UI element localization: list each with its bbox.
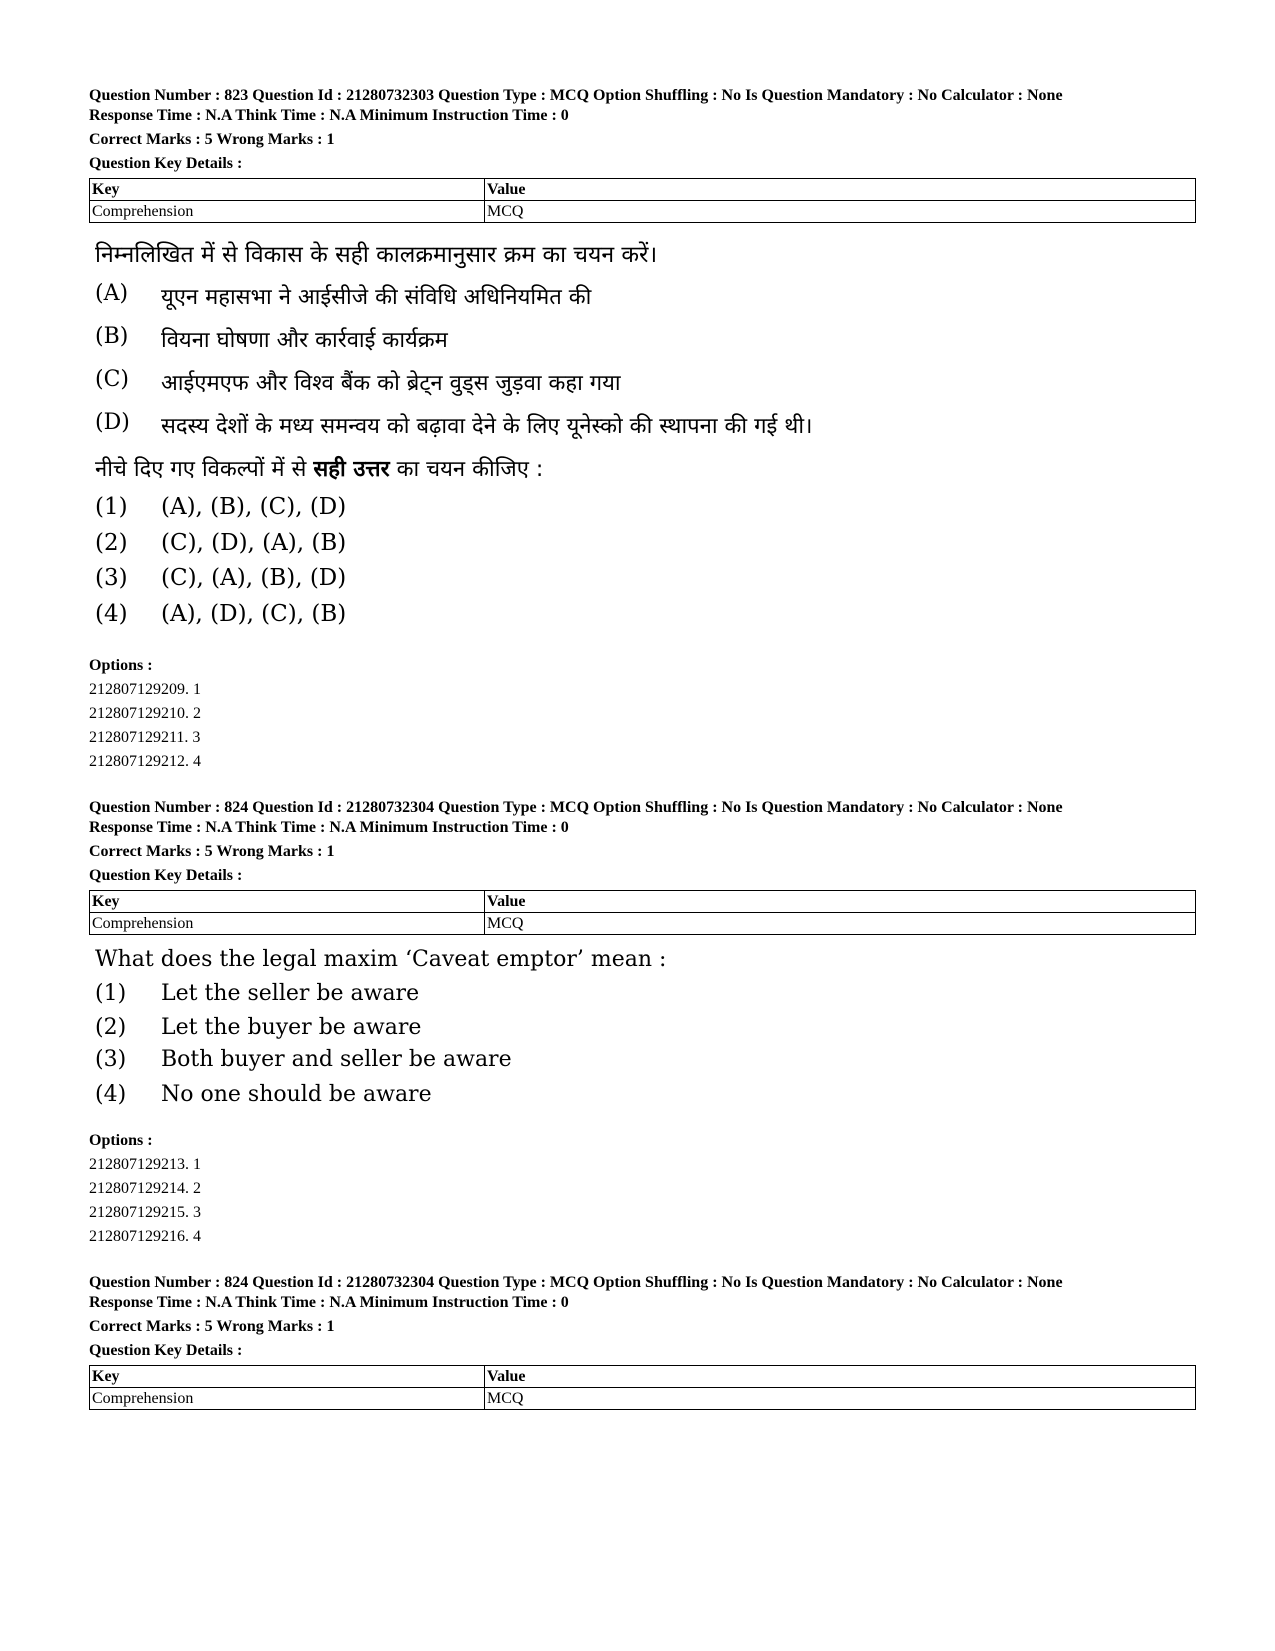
question-marks: Correct Marks : 5 Wrong Marks : 1	[89, 1318, 335, 1335]
statement-label: (A)	[95, 281, 129, 306]
question-timing-line: Response Time : N.A Think Time : N.A Minimum Instruction Time : 0	[89, 819, 569, 836]
table-row	[90, 1388, 1196, 1410]
choice-text: Let the buyer be aware	[161, 1015, 422, 1040]
list-item: 212807129215. 3	[89, 1204, 201, 1221]
instruction-text-end: का चयन कीजिए :	[389, 457, 544, 482]
choice-label: (2)	[95, 530, 128, 556]
choice-text: (A), (B), (C), (D)	[161, 494, 347, 520]
choice-text: Both buyer and seller be aware	[161, 1047, 512, 1072]
statement-label: (B)	[95, 324, 129, 349]
list-item: 212807129213. 1	[89, 1156, 201, 1173]
choice-text: No one should be aware	[161, 1082, 432, 1107]
choice-label: (1)	[95, 494, 128, 520]
table-header-value: Value	[485, 179, 1196, 201]
question-key-details-label: Question Key Details :	[89, 155, 243, 172]
list-item: 212807129212. 4	[89, 753, 201, 770]
table-header-key: Key	[90, 891, 485, 913]
question-824-options	[89, 1131, 1196, 1249]
choice-label: (3)	[95, 565, 128, 591]
question-timing-line: Response Time : N.A Think Time : N.A Minimum Instruction Time : 0	[89, 1294, 569, 1311]
instruction-bold-text: सही उत्तर	[313, 457, 390, 482]
choice-1	[95, 981, 695, 1011]
question-meta-line: Question Number : 824 Question Id : 21280732304 Question Type : MCQ Option Shuffling : No Is Question Mandatory : No Calculator : None	[89, 799, 1063, 816]
list-item: 212807129209. 1	[89, 681, 201, 698]
question-meta-line: Question Number : 824 Question Id : 21280732304 Question Type : MCQ Option Shuffling : No Is Question Mandatory : No Calculator : None	[89, 1274, 1063, 1291]
question-marks: Correct Marks : 5 Wrong Marks : 1	[89, 131, 335, 148]
list-item: 212807129211. 3	[89, 729, 201, 746]
choice-text: (C), (D), (A), (B)	[161, 530, 347, 556]
list-item: 212807129214. 2	[89, 1180, 201, 1197]
choice-label: (2)	[95, 1015, 127, 1040]
table-cell-value: MCQ	[485, 913, 1196, 935]
instruction-text: नीचे दिए गए विकल्पों में से	[95, 457, 314, 482]
options-list	[89, 1153, 1196, 1249]
choice-text: (C), (A), (B), (D)	[161, 565, 347, 591]
choice-2	[95, 1015, 695, 1045]
options-label: Options :	[89, 1132, 153, 1149]
choice-label: (3)	[95, 1047, 127, 1072]
question-key-details-label: Question Key Details :	[89, 867, 243, 884]
table-cell-key: Comprehension	[90, 1388, 485, 1410]
question-key-details-table	[89, 1365, 1196, 1410]
question-marks: Correct Marks : 5 Wrong Marks : 1	[89, 843, 335, 860]
table-cell-key: Comprehension	[90, 201, 485, 223]
question-stem: What does the legal maxim ‘Caveat emptor’ mean :	[95, 947, 667, 972]
choice-4	[95, 1082, 695, 1112]
statement-text: वियना घोषणा और कार्रवाई कार्यक्रम	[161, 328, 448, 353]
table-header-value: Value	[485, 1366, 1196, 1388]
table-header-value: Value	[485, 891, 1196, 913]
list-item: 212807129216. 4	[89, 1228, 201, 1245]
question-meta-line: Question Number : 823 Question Id : 21280732303 Question Type : MCQ Option Shuffling : No Is Question Mandatory : No Calculator : None	[89, 87, 1063, 104]
question-824-repeat-header	[89, 1273, 1196, 1410]
table-header-key: Key	[90, 1366, 485, 1388]
statement-label: (C)	[95, 367, 129, 392]
options-label: Options :	[89, 657, 153, 674]
statement-label: (D)	[95, 410, 130, 435]
choice-text: (A), (D), (C), (B)	[161, 601, 347, 627]
statement-text: आईएमएफ और विश्व बैंक को ब्रेट्न वुड्स जुड़वा कहा गया	[161, 371, 621, 396]
table-header-row	[90, 1366, 1196, 1388]
choice-text: Let the seller be aware	[161, 981, 420, 1006]
question-key-details-label: Question Key Details :	[89, 1342, 243, 1359]
question-824-body	[95, 0, 895, 1120]
table-cell-value: MCQ	[485, 201, 1196, 223]
choice-label: (4)	[95, 1082, 127, 1107]
table-header-key: Key	[90, 179, 485, 201]
choice-label: (4)	[95, 601, 128, 627]
choice-label: (1)	[95, 981, 127, 1006]
question-stem: निम्नलिखित में से विकास के सही कालक्रमानुसार क्रम का चयन करें।	[95, 242, 658, 268]
question-timing-line: Response Time : N.A Think Time : N.A Minimum Instruction Time : 0	[89, 107, 569, 124]
list-item: 212807129210. 2	[89, 705, 201, 722]
choice-3	[95, 1047, 695, 1077]
table-cell-value: MCQ	[485, 1388, 1196, 1410]
statement-text: सदस्य देशों के मध्य समन्वय को बढ़ावा देने के लिए यूनेस्को की स्थापना की गई थी।	[161, 414, 813, 439]
statement-text: यूएन महासभा ने आईसीजे की संविधि अधिनियमित की	[161, 285, 592, 310]
table-cell-key: Comprehension	[90, 913, 485, 935]
